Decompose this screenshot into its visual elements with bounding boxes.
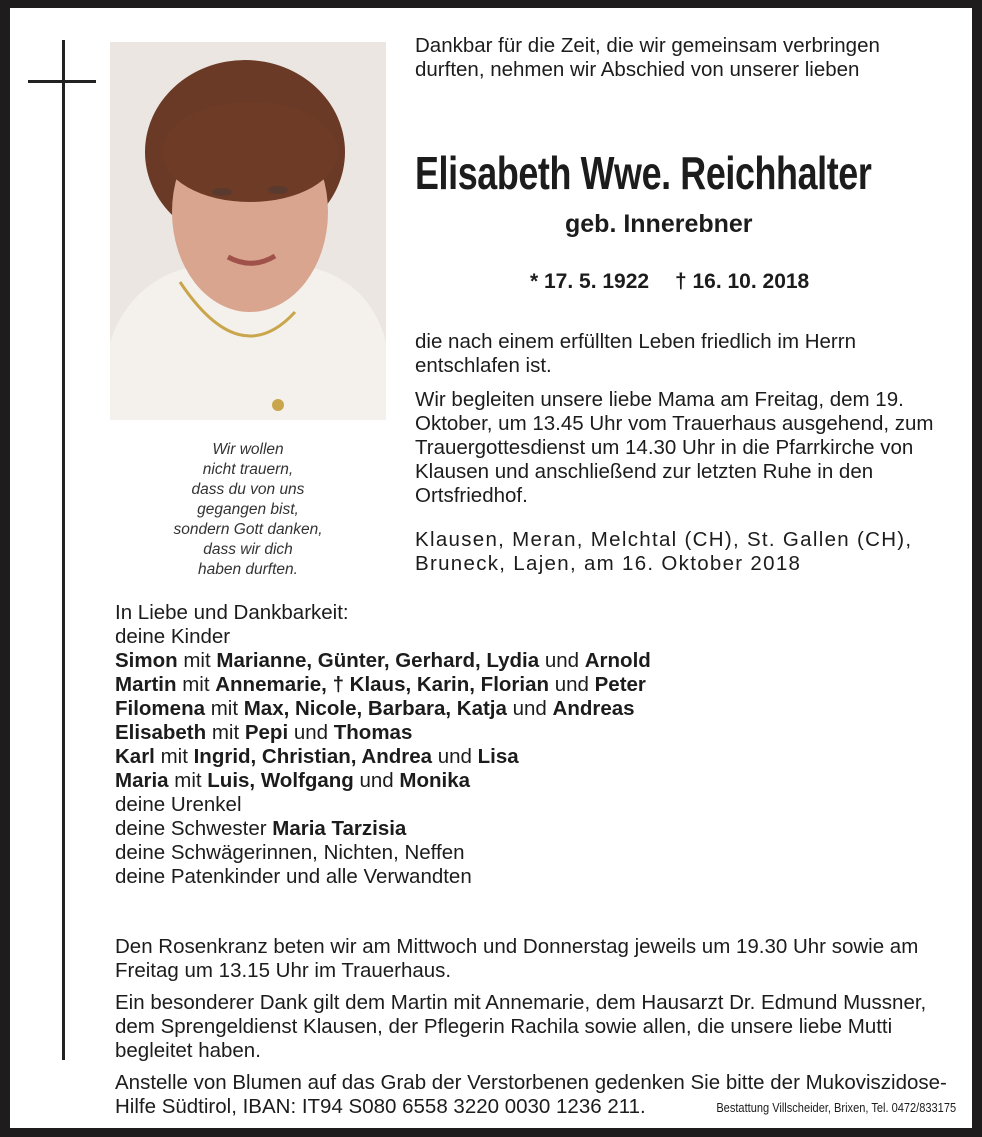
poem-line: nicht trauern, — [202, 461, 294, 478]
family-name: Pepi — [244, 721, 289, 744]
deceased-name: Elisabeth Wwe. Reichhalter — [415, 147, 872, 199]
family-line — [115, 817, 960, 841]
family-name: Luis, Wolfgang — [207, 769, 354, 792]
family-name: Monika — [399, 769, 471, 792]
obituary-notice — [10, 8, 972, 1128]
family-name: Maria Tarzisia — [272, 817, 407, 840]
family-text: mit — [206, 721, 245, 744]
family-text: und — [353, 769, 400, 792]
family-line — [115, 601, 960, 625]
family-line — [115, 697, 960, 721]
portrait-illustration — [110, 42, 386, 420]
death-date: † 16. 10. 2018 — [674, 270, 810, 293]
family-name: Simon — [115, 649, 178, 672]
family-line — [115, 841, 960, 865]
memorial-poem — [140, 440, 356, 580]
family-text: In Liebe und Dankbarkeit: — [115, 601, 349, 624]
family-text: und — [432, 745, 478, 768]
family-text: und — [288, 721, 334, 744]
family-text: mit — [205, 697, 244, 720]
family-text: und — [506, 697, 553, 720]
poem-line: dass du von uns — [191, 481, 305, 498]
family-text: deine Schwägerinnen, Nichten, Neffen — [115, 841, 465, 864]
family-name: Karl — [115, 745, 155, 768]
cross-icon-bar — [28, 80, 96, 83]
family-name: Thomas — [333, 721, 413, 744]
portrait-photo — [110, 42, 386, 420]
family-line — [115, 865, 960, 889]
family-text: mit — [168, 769, 208, 792]
cross-icon — [62, 40, 65, 1060]
birth-date: * 17. 5. 1922 — [530, 270, 650, 293]
passing-text: die nach einem erfüllten Leben friedlich im Herrn entschlafen ist. — [415, 330, 856, 377]
thanks-text: Ein besonderer Dank gilt dem Martin mit Annemarie, dem Hausarzt Dr. Edmund Mussner, dem Sprengeldienst Klausen, der Pflegerin Rachila sowie allen, die unsere liebe Mutti begleitet haben. — [115, 990, 927, 1062]
poem-line: dass wir dich — [203, 541, 293, 558]
family-text: und — [539, 649, 585, 672]
place-date: Klausen, Meran, Melchtal (CH), St. Gallen (CH), Bruneck, Lajen, am 16. Oktober 2018 — [415, 528, 913, 575]
family-text: mit — [176, 673, 216, 696]
funeral-text: Wir begleiten unsere liebe Mama am Freitag, dem 19. Oktober, um 13.45 Uhr vom Trauerhaus ausgehend, zum Trauergottesdienst um 14.30 Uhr in die Pfarrkirche von Klausen und anschließend zur letzten Ruhe in den Ortsfriedhof. — [415, 388, 934, 507]
funeral-home-footer: Bestattung Villscheider, Brixen, Tel. 0472/833175 — [716, 1100, 956, 1115]
family-line — [115, 649, 960, 673]
rosary-text: Den Rosenkranz beten wir am Mittwoch und Donnerstag jeweils um 19.30 Uhr sowie am Freitag um 13.15 Uhr im Trauerhaus. — [115, 934, 919, 982]
donation-text: Anstelle von Blumen auf das Grab der Verstorbenen gedenken Sie bitte der Mukoviszidose-Hilfe Südtirol, IBAN: IT94 S080 6558 3220 0030 1236 211. — [115, 1070, 947, 1118]
family-line — [115, 625, 960, 649]
family-name: Max, Nicole, Barbara, Katja — [243, 697, 507, 720]
family-line — [115, 745, 960, 769]
family-name: Andreas — [552, 697, 635, 720]
family-text: deine Schwester — [115, 817, 273, 840]
family-text: mit — [177, 649, 217, 672]
family-line — [115, 793, 960, 817]
family-name: Martin — [115, 673, 177, 696]
family-name: Ingrid, Christian, Andrea — [193, 745, 433, 768]
family-line — [115, 769, 960, 793]
family-name: Elisabeth — [115, 721, 207, 744]
family-name: Lisa — [477, 745, 519, 768]
family-name: Maria — [115, 769, 169, 792]
family-name: Filomena — [115, 697, 205, 720]
family-text: deine Kinder — [115, 625, 231, 648]
family-name: Peter — [594, 673, 646, 696]
poem-line: Wir wollen — [212, 441, 284, 458]
poem-line: haben durften. — [198, 561, 298, 578]
family-line — [115, 721, 960, 745]
poem-line: sondern Gott danken, — [173, 521, 323, 538]
family-line — [115, 673, 960, 697]
family-name: Marianne, Günter, Gerhard, Lydia — [216, 649, 540, 672]
life-dates — [530, 270, 829, 294]
family-name: Annemarie, † Klaus, Karin, Florian — [215, 673, 550, 696]
family-text: deine Patenkinder und alle Verwandten — [115, 865, 472, 888]
family-text: deine Urenkel — [115, 793, 242, 816]
family-text: und — [549, 673, 595, 696]
intro-text: Dankbar für die Zeit, die wir gemeinsam verbringen durften, nehmen wir Abschied von unserer lieben — [415, 34, 880, 81]
family-list — [115, 601, 960, 889]
maiden-name: geb. Innerebner — [565, 210, 753, 238]
family-name: Arnold — [584, 649, 651, 672]
poem-line: gegangen bist, — [197, 501, 299, 518]
family-text: mit — [154, 745, 194, 768]
